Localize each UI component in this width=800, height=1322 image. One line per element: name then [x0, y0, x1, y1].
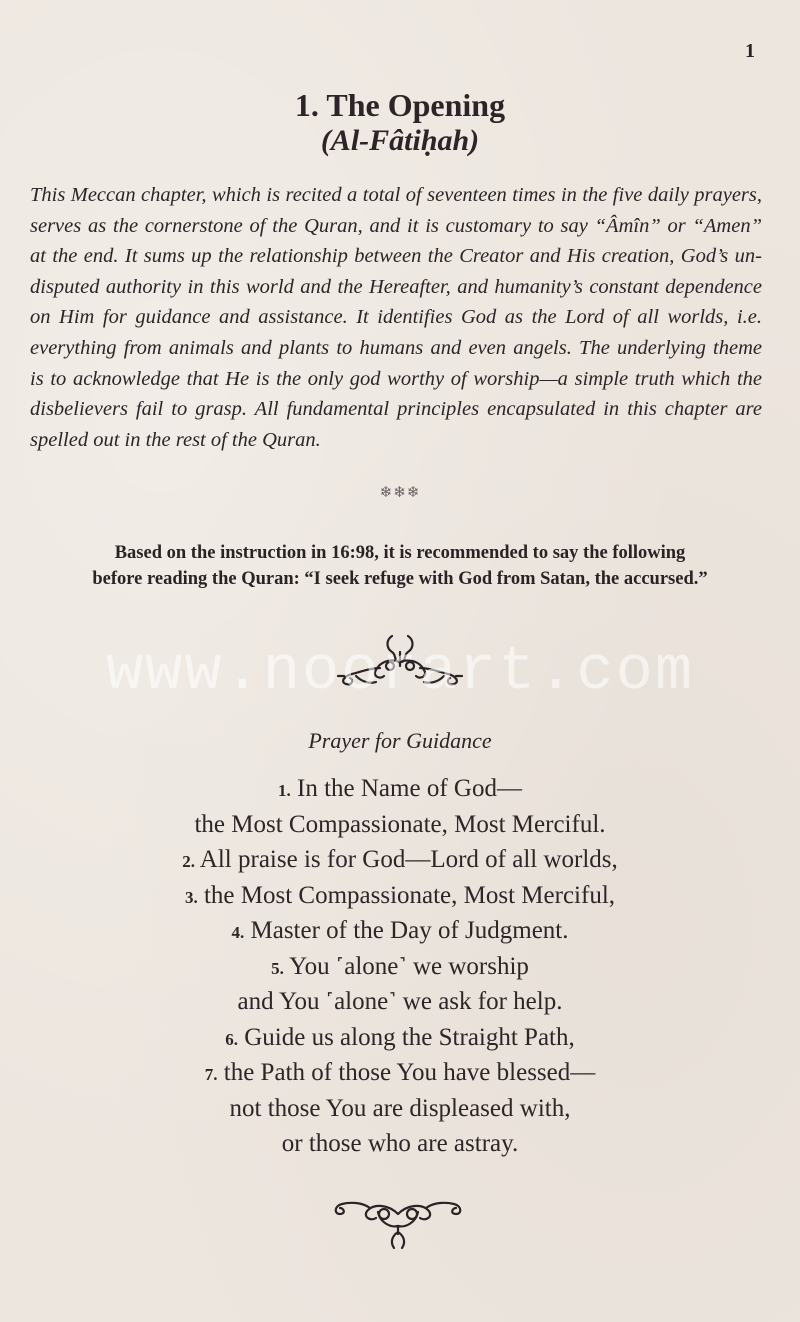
verse-line — [0, 879, 800, 915]
verse-number: 3. — [184, 887, 198, 907]
verse-line — [0, 772, 800, 808]
flourish-ornament-bottom-icon — [328, 1192, 468, 1252]
page-number: 1 — [745, 40, 755, 62]
asterism-separator-icon: ❄❄❄ — [379, 485, 421, 501]
intro-line: This Meccan chapter, which is recited a total of seventeen times in the five daily prayers, — [30, 184, 762, 206]
chapter-subtitle: (Al-Fâtiḥah) — [320, 124, 480, 157]
verse-number: 4. — [231, 923, 245, 942]
watermark: www.noorart.com — [105, 636, 695, 707]
verse-text: and You ˹alone˺ we ask for help. — [237, 988, 563, 1015]
intro-line: at the end. It sums up the relationship between the Creator and His creation, God’s un- — [30, 245, 762, 268]
prayer-verses — [0, 772, 800, 1163]
verse-line — [0, 950, 800, 986]
verse-number: 7. — [204, 1065, 218, 1084]
verse-text: Guide us along the Straight Path, — [237, 1023, 575, 1051]
instruction-line: before reading the Quran: “I seek refuge with God from Satan, the accursed.” — [92, 569, 708, 589]
verse-text: not those You are displeased with, — [229, 1094, 571, 1122]
flourish-ornament-top-icon — [330, 632, 470, 692]
intro-line: on Him for guidance and assistance. It identifies God as the Lord of all worlds, i.e. — [30, 306, 762, 329]
chapter-introduction — [30, 180, 762, 455]
verse-line — [0, 843, 800, 879]
verse-line — [0, 985, 800, 1021]
verse-text: the Path of those You have blessed— — [217, 1059, 596, 1086]
verse-line — [0, 1092, 800, 1128]
intro-line: spelled out in the rest of the Quran. — [30, 428, 321, 451]
intro-line: is to acknowledge that He is the only god worthy of worship—a simple truth which the — [30, 367, 762, 390]
verse-line — [0, 1021, 800, 1057]
intro-line: disbelievers fail to grasp. All fundamental principles encapsulated in this chapter are — [30, 398, 762, 421]
verse-text: In the Name of God— — [290, 775, 522, 802]
verse-line — [0, 808, 800, 844]
verse-text: or those who are astray. — [281, 1130, 519, 1157]
instruction-line: Based on the instruction in 16:98, it is recommended to say the following — [114, 543, 686, 563]
chapter-title: 1. The Opening — [294, 87, 506, 123]
verse-text: Master of the Day of Judgment. — [244, 917, 569, 944]
verse-text: the Most Compassionate, Most Merciful. — [194, 810, 606, 838]
verse-text: You ˹alone˺ we worship — [283, 952, 529, 980]
verse-text: the Most Compassionate, Most Merciful, — [197, 881, 616, 909]
recitation-instruction — [0, 540, 800, 592]
verse-text: All praise is for God—Lord of all worlds, — [194, 846, 618, 873]
verse-number: 5. — [271, 958, 284, 978]
verse-number: 2. — [182, 852, 195, 871]
intro-line: everything from animals and plants to humans and even angels. The underlying theme — [30, 336, 762, 359]
verse-number: 6. — [225, 1029, 238, 1049]
verse-line — [0, 914, 800, 950]
verse-number: 1. — [278, 781, 291, 800]
intro-line: serves as the cornerstone of the Quran, and it is customary to say “Âmîn” or “Amen” — [30, 214, 762, 237]
verse-line — [0, 1056, 800, 1092]
prayer-heading: Prayer for Guidance — [308, 728, 492, 753]
verse-line — [0, 1127, 800, 1163]
intro-line: disputed authority in this world and the Hereafter, and humanity’s constant dependence — [30, 275, 762, 298]
